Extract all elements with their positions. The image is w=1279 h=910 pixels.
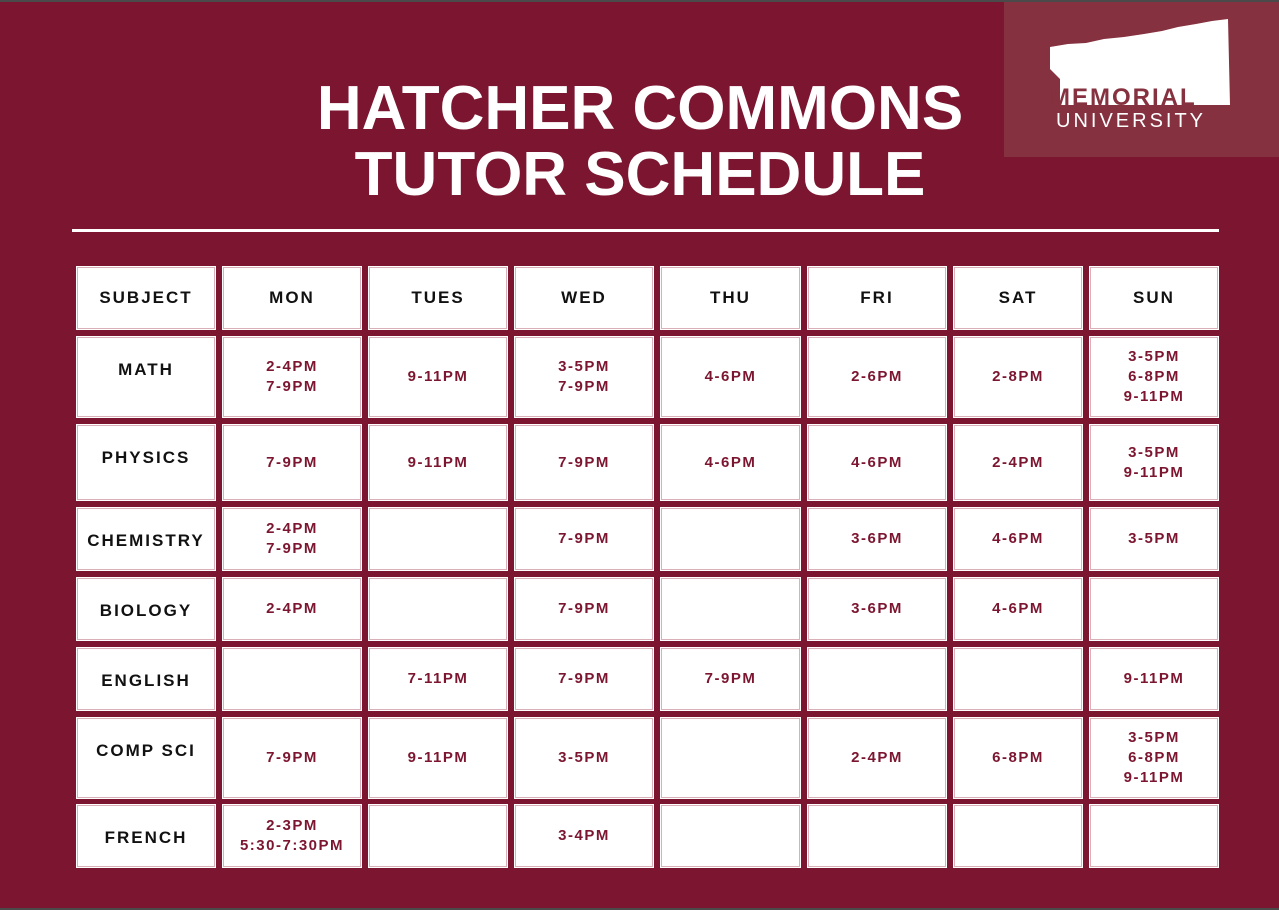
time-cell-english-wed <box>515 648 653 710</box>
time-cell-french-fri <box>808 805 946 867</box>
time-slot-list: 3-6PM <box>851 600 903 617</box>
time-cell-biology-mon <box>223 578 361 640</box>
time-cell-biology-sat <box>954 578 1082 640</box>
time-slot-list: 4-6PM <box>992 600 1044 617</box>
time-cell-french-mon <box>223 805 361 867</box>
time-cell-english-sun <box>1090 648 1218 710</box>
time-cell-math-wed <box>515 337 653 417</box>
time-slot-list: 2-8PM <box>992 368 1044 385</box>
time-cell-math-fri <box>808 337 946 417</box>
time-slot-list: 2-6PM <box>851 368 903 385</box>
title-line-1: HATCHER COMMONS <box>316 74 964 143</box>
subject-cell-english: ENGLISH <box>77 648 215 710</box>
time-cell-english-sat <box>954 648 1082 710</box>
time-slot-list: 9-11PM <box>407 368 469 385</box>
time-slot-list: 7-9PM <box>266 749 318 766</box>
time-slot-list: 3-5PM 9-11PM <box>1123 443 1185 481</box>
subject-cell-physics: PHYSICS <box>77 425 215 500</box>
time-cell-physics-sun <box>1090 425 1218 500</box>
column-header-sat: SAT <box>954 267 1082 329</box>
university-logo <box>1004 2 1279 157</box>
time-cell-physics-tues <box>369 425 507 500</box>
time-cell-math-tues <box>369 337 507 417</box>
time-cell-french-sat <box>954 805 1082 867</box>
time-cell-chemistry-mon <box>223 508 361 570</box>
time-cell-comp-sci-wed <box>515 718 653 798</box>
time-cell-math-thu <box>661 337 800 417</box>
time-cell-physics-wed <box>515 425 653 500</box>
time-slot-list: 3-5PM 7-9PM <box>558 358 610 395</box>
time-cell-french-tues <box>369 805 507 867</box>
time-slot-list: 2-4PM <box>992 453 1044 471</box>
time-slot-list: 2-4PM 7-9PM <box>266 358 318 395</box>
title-line-2: TUTOR SCHEDULE <box>354 140 926 209</box>
time-slot-list: 7-9PM <box>704 670 757 687</box>
time-cell-biology-wed <box>515 578 653 640</box>
column-header-mon: MON <box>223 267 361 329</box>
time-slot-list: 9-11PM <box>407 453 469 471</box>
logo-word-memorial: MEMORIAL <box>1050 84 1197 111</box>
time-cell-comp-sci-tues <box>369 718 507 798</box>
time-cell-biology-fri <box>808 578 946 640</box>
time-cell-comp-sci-sat <box>954 718 1082 798</box>
time-cell-chemistry-wed <box>515 508 653 570</box>
subject-cell-comp-sci: COMP SCI <box>77 718 215 798</box>
time-slot-list: 4-6PM <box>992 530 1044 547</box>
time-slot-list: 4-6PM <box>704 368 757 385</box>
time-cell-english-mon <box>223 648 361 710</box>
time-cell-english-thu <box>661 648 800 710</box>
time-cell-french-sun <box>1090 805 1218 867</box>
time-slot-list: 3-4PM <box>558 827 610 844</box>
time-slot-list: 4-6PM <box>704 453 757 471</box>
time-cell-chemistry-tues <box>369 508 507 570</box>
time-slot-list: 2-4PM 7-9PM <box>266 520 318 557</box>
time-slot-list: 3-5PM 6-8PM 9-11PM <box>1123 729 1185 786</box>
time-slot-list: 7-9PM <box>266 453 318 471</box>
column-header-wed: WED <box>515 267 653 329</box>
time-slot-list: 7-9PM <box>558 453 610 471</box>
logo-word-university: UNIVERSITY <box>1056 110 1207 132</box>
time-cell-physics-mon <box>223 425 361 500</box>
subject-cell-math: MATH <box>77 337 215 417</box>
time-slot-list: 7-9PM <box>558 670 610 687</box>
time-slot-list: 7-9PM <box>558 530 610 547</box>
time-cell-physics-sat <box>954 425 1082 500</box>
time-slot-list: 3-5PM <box>1128 530 1180 547</box>
time-cell-chemistry-fri <box>808 508 946 570</box>
time-slot-list: 2-4PM <box>851 749 903 766</box>
page-title <box>240 76 1040 208</box>
column-header-sun: SUN <box>1090 267 1218 329</box>
time-cell-chemistry-sat <box>954 508 1082 570</box>
time-cell-math-mon <box>223 337 361 417</box>
column-header-fri: FRI <box>808 267 946 329</box>
time-slot-list: 7-11PM <box>407 670 469 687</box>
time-cell-chemistry-sun <box>1090 508 1218 570</box>
time-slot-list: 6-8PM <box>992 749 1044 766</box>
subject-cell-biology: BIOLOGY <box>77 578 215 640</box>
time-slot-list: 9-11PM <box>1123 670 1185 687</box>
time-cell-english-tues <box>369 648 507 710</box>
time-cell-comp-sci-thu <box>661 718 800 798</box>
title-divider <box>72 229 1219 232</box>
column-header-tues: TUES <box>369 267 507 329</box>
time-slot-list: 7-9PM <box>558 600 610 617</box>
time-cell-physics-thu <box>661 425 800 500</box>
time-cell-math-sat <box>954 337 1082 417</box>
time-slot-list: 9-11PM <box>407 749 469 766</box>
time-cell-comp-sci-sun <box>1090 718 1218 798</box>
time-slot-list: 4-6PM <box>851 453 903 471</box>
subject-cell-french: FRENCH <box>77 805 215 867</box>
time-cell-biology-tues <box>369 578 507 640</box>
time-slot-list: 3-6PM <box>851 530 903 547</box>
time-cell-french-wed <box>515 805 653 867</box>
time-cell-french-thu <box>661 805 800 867</box>
time-cell-math-sun <box>1090 337 1218 417</box>
subject-cell-chemistry: CHEMISTRY <box>77 508 215 570</box>
time-slot-list: 2-4PM <box>266 600 318 617</box>
column-header-subject: SUBJECT <box>77 267 215 329</box>
time-cell-comp-sci-mon <box>223 718 361 798</box>
time-slot-list: 3-5PM 6-8PM 9-11PM <box>1123 348 1185 405</box>
time-cell-chemistry-thu <box>661 508 800 570</box>
time-cell-physics-fri <box>808 425 946 500</box>
time-cell-biology-sun <box>1090 578 1218 640</box>
time-cell-biology-thu <box>661 578 800 640</box>
time-cell-english-fri <box>808 648 946 710</box>
time-slot-list: 3-5PM <box>558 749 610 766</box>
time-slot-list: 2-3PM 5:30-7:30PM <box>239 817 345 854</box>
column-header-thu: THU <box>661 267 800 329</box>
time-cell-comp-sci-fri <box>808 718 946 798</box>
